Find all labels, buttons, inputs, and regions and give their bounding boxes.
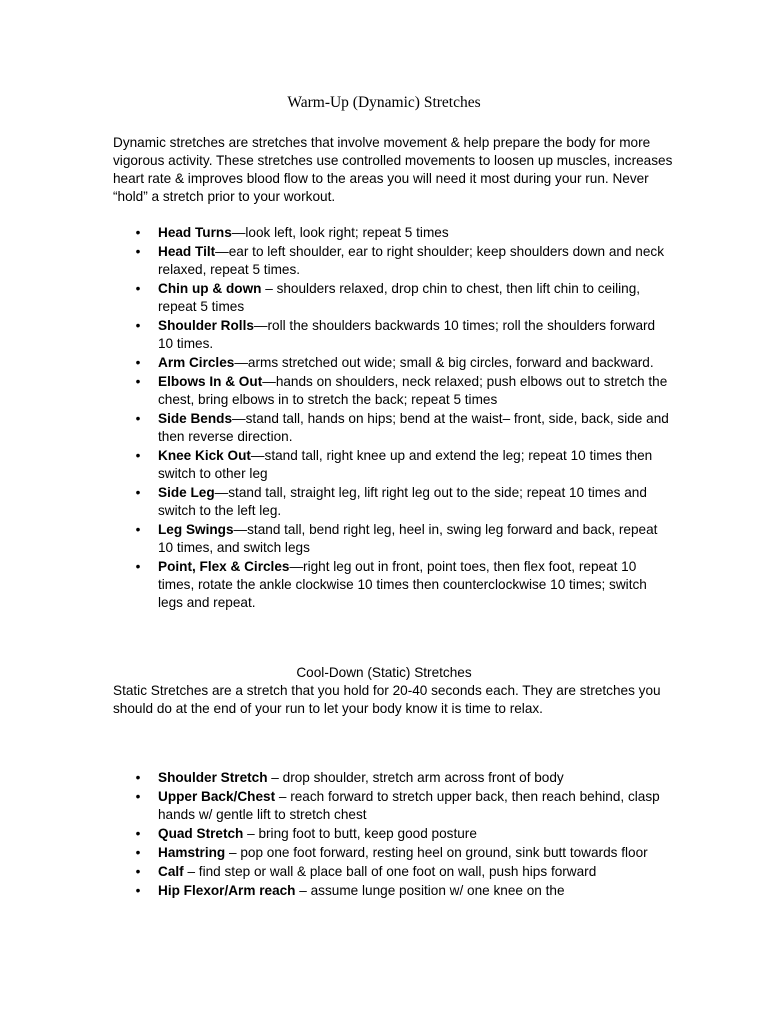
item-desc: – pop one foot forward, resting heel on ground, sink butt towards floor <box>225 845 648 860</box>
item-desc: —stand tall, straight leg, lift right leg out to the side; repeat 10 times and switch to the left leg. <box>158 485 647 518</box>
item-term: Elbows In & Out <box>158 374 263 389</box>
bullet-icon: • <box>135 845 141 860</box>
bullet-icon: • <box>135 281 141 296</box>
bullet-icon: • <box>135 522 141 537</box>
list-item <box>113 447 673 483</box>
item-desc: —stand tall, bend right leg, heel in, swing leg forward and back, repeat 10 times, and switch legs <box>158 522 658 555</box>
list-item <box>113 373 673 409</box>
list-item <box>113 521 673 557</box>
bullet-icon: • <box>135 374 141 389</box>
item-term: Hamstring <box>158 845 226 860</box>
bullet-icon: • <box>135 485 141 500</box>
item-desc: – reach forward to stretch upper back, then reach behind, clasp hands w/ gentle lift to stretch chest <box>158 789 660 822</box>
item-term: Shoulder Stretch <box>158 770 268 785</box>
list-item <box>113 224 673 242</box>
item-desc: – assume lunge position w/ one knee on the <box>295 883 565 898</box>
bullet-icon: • <box>135 789 141 804</box>
bullet-icon: • <box>135 448 141 463</box>
item-desc: – bring foot to butt, keep good posture <box>243 826 477 841</box>
list-item <box>113 280 673 316</box>
item-desc: —look left, look right; repeat 5 times <box>231 225 449 240</box>
item-term: Side Bends <box>158 411 233 426</box>
cooldown-intro: Static Stretches are a stretch that you hold for 20-40 seconds each. They are stretches you should do at the end of your run to let your body know it is time to relax. <box>113 683 661 716</box>
item-desc: —roll the shoulders backwards 10 times; roll the shoulders forward 10 times. <box>158 318 656 351</box>
bullet-icon: • <box>135 883 141 898</box>
list-item <box>113 863 673 881</box>
item-term: Quad Stretch <box>158 826 244 841</box>
list-item <box>113 825 673 843</box>
item-desc: – find step or wall & place ball of one foot on wall, push hips forward <box>183 864 597 879</box>
item-term: Leg Swings <box>158 522 234 537</box>
item-desc: —right leg out in front, point toes, then flex foot, repeat 10 times, rotate the ankle clockwise 10 times then counterclockwise 10 times; switch legs and repeat. <box>158 559 647 610</box>
item-term: Chin up & down <box>158 281 262 296</box>
bullet-icon: • <box>135 225 141 240</box>
cooldown-list <box>113 769 673 901</box>
bullet-icon: • <box>135 770 141 785</box>
bullet-icon: • <box>135 355 141 370</box>
item-desc: —ear to left shoulder, ear to right shoulder; keep shoulders down and neck relaxed, repeat 5 times. <box>158 244 665 277</box>
list-item <box>113 558 673 612</box>
cooldown-title: Cool-Down (Static) Stretches <box>296 665 472 680</box>
item-desc: —hands on shoulders, neck relaxed; push elbows out to stretch the chest, bring elbows in to stretch the back; repeat 5 times <box>158 374 668 407</box>
bullet-icon: • <box>135 318 141 333</box>
item-desc: – drop shoulder, stretch arm across front of body <box>267 770 564 785</box>
item-term: Head Turns <box>158 225 232 240</box>
item-term: Calf <box>158 864 184 879</box>
item-desc: —arms stretched out wide; small & big circles, forward and backward. <box>234 355 654 370</box>
item-term: Head Tilt <box>158 244 216 259</box>
list-item <box>113 844 673 862</box>
list-item <box>113 484 673 520</box>
warmup-title: Warm-Up (Dynamic) Stretches <box>287 94 481 111</box>
warmup-list <box>113 224 673 613</box>
bullet-icon: • <box>135 411 141 426</box>
list-item <box>113 243 673 279</box>
item-term: Knee Kick Out <box>158 448 251 463</box>
bullet-icon: • <box>135 864 141 879</box>
item-term: Upper Back/Chest <box>158 789 276 804</box>
item-term: Point, Flex & Circles <box>158 559 290 574</box>
item-term: Side Leg <box>158 485 215 500</box>
item-desc: – shoulders relaxed, drop chin to chest, then lift chin to ceiling, repeat 5 times <box>158 281 641 314</box>
item-term: Shoulder Rolls <box>158 318 254 333</box>
item-term: Arm Circles <box>158 355 235 370</box>
warmup-intro: Dynamic stretches are stretches that involve movement & help prepare the body for more vigorous activity. These stretches use controlled movements to loosen up muscles, increases heart rate & improves blood flow to the areas you will need it most during your run. Never “hold” a stretch prior to your workout. <box>113 135 673 204</box>
list-item <box>113 788 673 824</box>
item-term: Hip Flexor/Arm reach <box>158 883 296 898</box>
list-item <box>113 882 673 900</box>
list-item <box>113 769 673 787</box>
list-item <box>113 354 673 372</box>
bullet-icon: • <box>135 826 141 841</box>
item-desc: —stand tall, hands on hips; bend at the waist– front, side, back, side and then reverse direction. <box>158 411 669 444</box>
list-item <box>113 410 673 446</box>
list-item <box>113 317 673 353</box>
item-desc: —stand tall, right knee up and extend the leg; repeat 10 times then switch to other leg <box>158 448 653 481</box>
bullet-icon: • <box>135 244 141 259</box>
bullet-icon: • <box>135 559 141 574</box>
